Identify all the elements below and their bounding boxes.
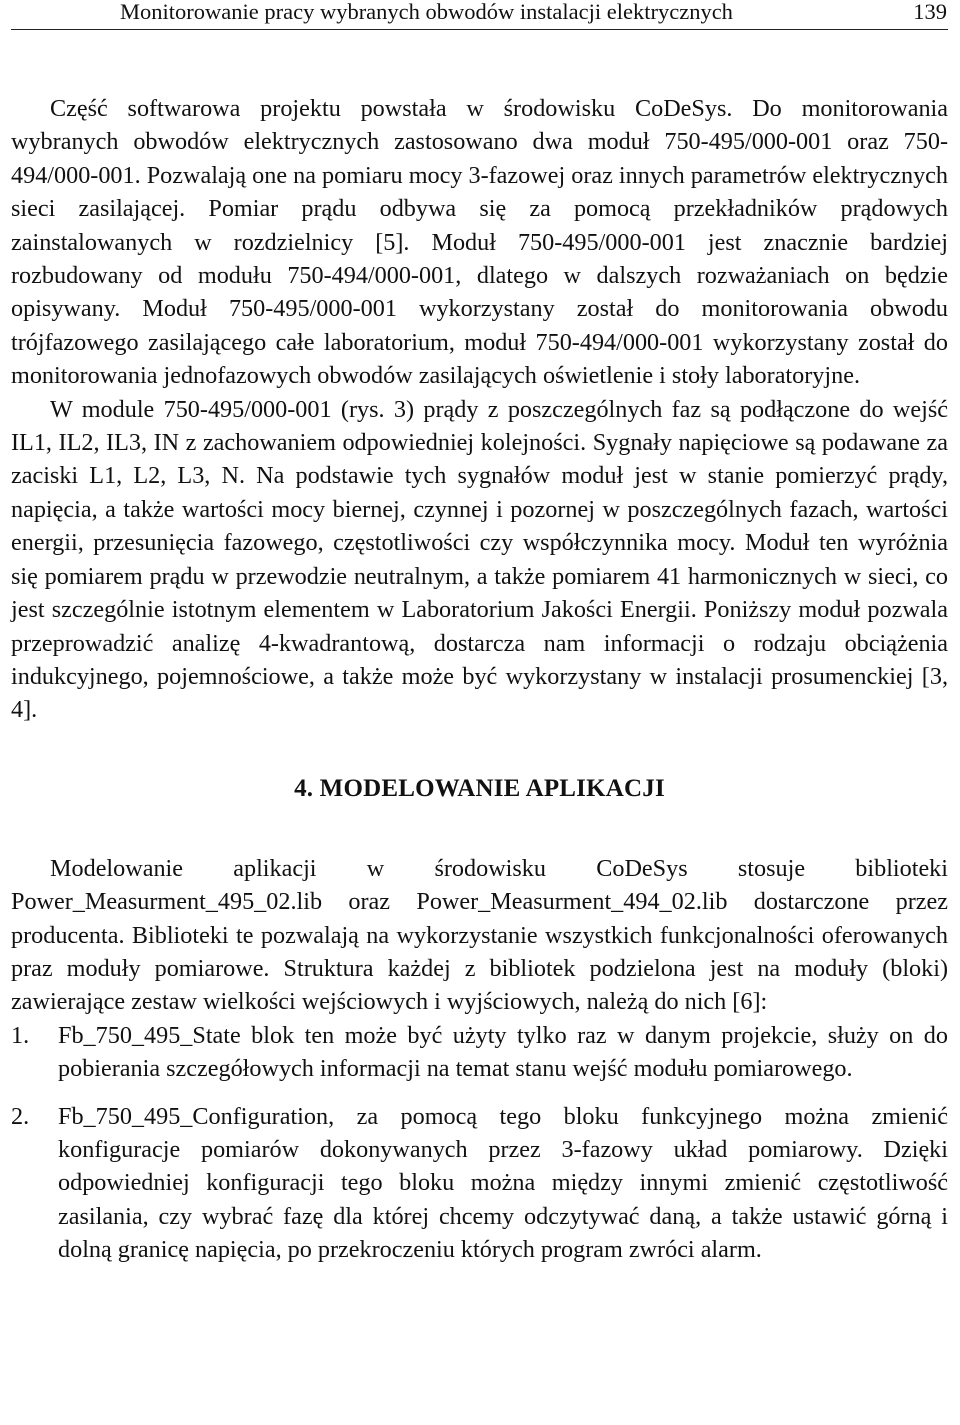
- page-number: 139: [913, 0, 947, 24]
- running-header-title: Monitorowanie pracy wybranych obwodów instalacji elektrycznych: [120, 0, 733, 24]
- paragraph: W module 750-495/000-001 (rys. 3) prądy z poszczególnych faz są podłączone do wejść IL1, IL2, IL3, IN z zachowaniem odpowiedniej kolejności. Sygnały napięciowe są podawane za zaciski L1, L2, L3, N. Na podstawie tych sygnałów moduł jest w stanie pomierzyć prądy, napięcia, a także wartości mocy biernej, czynnej i pozornej w poszczególnych fazach, wartości energii, przesunięcia fazowego, częstotliwości czy współczynnika mocy. Moduł ten wyróżnia się pomiarem prądu w przewodzie neutralnym, a także pomiarem 41 harmonicznych w sieci, co jest szczególnie istotnym elementem w Laboratorium Jakości Energii. Poniższy moduł pozwala przeprowadzić analizę 4-kwadrantową, dostarcza nam informacji o rodzaju obciążenia indukcyjnego, pojemnościowe, a także może być wykorzystany w instalacji prosumenckiej [3, 4].: [11, 395, 948, 724]
- numbered-list: [11, 1019, 948, 1267]
- list-item-text: Fb_750_495_State blok ten może być użyty tylko raz w danym projekcie, służy on do pobierania szczegółowych informacji na temat stanu wejść modułu pomiarowego.: [58, 1021, 948, 1083]
- list-item-text: Fb_750_495_Configuration, za pomocą tego bloku funkcyjnego można zmienić konfiguracje pomiarów dokonywanych przez 3-fazowy układ pomiarowy. Dzięki odpowiedniej konfiguracji tego bloku można między innymi zmienić częstotliwość zasilania, czy wybrać fazę dla której chcemy odczytywać daną, a także ustawić górną i dolną granicę napięcia, po przekroczeniu których program zwróci alarm.: [58, 1102, 948, 1264]
- list-item: [11, 1100, 948, 1267]
- list-item: [11, 1019, 948, 1086]
- body-text: [11, 92, 948, 727]
- paragraph: Część softwarowa projektu powstała w środowisku CoDeSys. Do monitorowania wybranych obwodów elektrycznych zastosowano dwa moduł 750-495/000-001 oraz 750-494/000-001. Pozwalają one na pomiaru mocy 3-fazowej oraz innych parametrów elektrycznych sieci zasilającej. Pomiar prądu odbywa się za pomocą przekładników prądowych zainstalowanych w rozdzielnicy [5]. Moduł 750-495/000-001 jest znacznie bardziej rozbudowany od modułu 750-494/000-001, dlatego w dalszych rozważaniach on będzie opisywany. Moduł 750-495/000-001 wykorzystany został do monitorowania obwodu trójfazowego zasilającego całe laboratorium, moduł 750-494/000-001 wykorzystany został do monitorowania jednofazowych obwodów zasilających oświetlenie i stoły laboratoryjne.: [11, 95, 948, 390]
- running-header: [11, 0, 948, 30]
- section-body: [11, 852, 948, 1267]
- section-heading: [11, 774, 948, 804]
- section-heading-text: 4. MODELOWANIE APLIKACJI: [294, 774, 665, 802]
- list-item-number: 1.: [11, 1021, 30, 1049]
- list-item-number: 2.: [11, 1102, 30, 1130]
- section-intro: Modelowanie aplikacji w środowisku CoDeSys stosuje biblioteki Power_Measurment_495_02.lib oraz Power_Measurment_494_02.lib dostarczone przez producenta. Biblioteki te pozwalają na wykorzystanie wszystkich funkcjonalności oferowanych praz moduły pomiarowe. Struktura każdej z bibliotek podzielona jest na moduły (bloki) zawierające zestaw wielkości wejściowych i wyjściowych, należą do nich [6]:: [11, 854, 948, 1016]
